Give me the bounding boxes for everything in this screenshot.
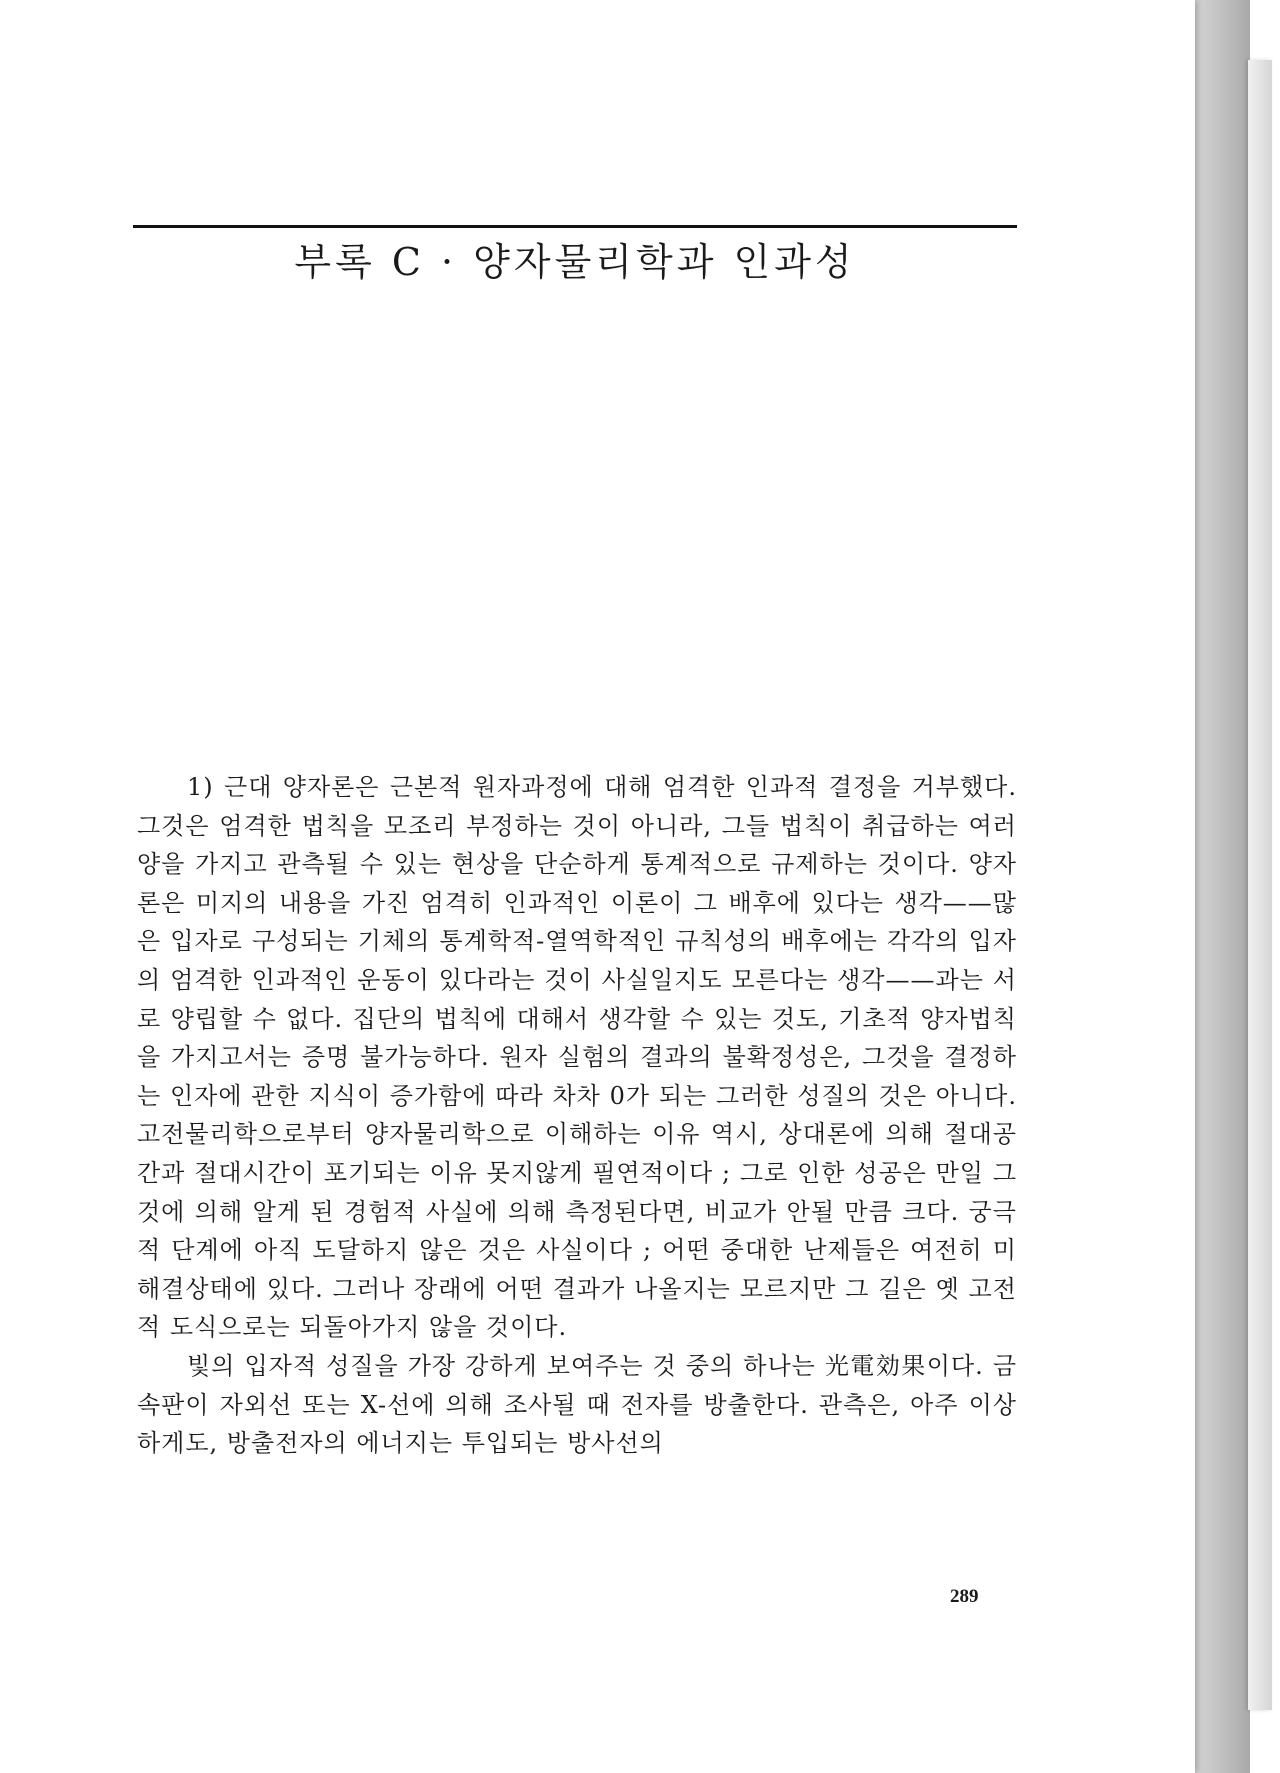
appendix-title: 부록 C · 양자물리학과 인과성 — [294, 240, 856, 284]
page-stack-edge — [1248, 60, 1272, 1710]
page-number: 289 — [950, 1586, 979, 1607]
title-rule — [133, 225, 1017, 228]
paragraph-2: 빛의 입자적 성질을 가장 강하게 보여주는 것 중의 하나는 光電効果이다. 금속판이 자외선 또는 X-선에 의해 조사될 때 전자를 방출한다. 관측은, 아주 이상하게도, 방출전자의 에너지는 투입되는 방사선의 — [137, 1351, 1017, 1458]
body-text — [137, 768, 1017, 1463]
paragraph-1: 1) 근대 양자론은 근본적 원자과정에 대해 엄격한 인과적 결정을 거부했다. 그것은 엄격한 법칙을 모조리 부정하는 것이 아니라, 그들 법칙이 취급하는 여러 양을 가지고 관측될 수 있는 현상을 단순하게 통계적으로 규제하는 것이다. 양자론은 미지의 내용을 가진 엄격히 인과적인 이론이 그 배후에 있다는 생각——많은 입자로 구성되는 기체의 통계학적-열역학적인 규칙성의 배후에는 각각의 입자의 엄격한 인과적인 운동이 있다라는 것이 사실일지도 모른다는 생각——과는 서로 양립할 수 없다. 집단의 법칙에 대해서 생각할 수 있는 것도, 기초적 양자법칙을 가지고서는 증명 불가능하다. 원자 실험의 결과의 불확정성은, 그것을 결정하는 인자에 관한 지식이 증가함에 따라 차차 0가 되는 그러한 성질의 것은 아니다. 고전물리학으로부터 양자물리학으로 이해하는 이유 역시, 상대론에 의해 절대공간과 절대시간이 포기되는 이유 못지않게 필연적이다 ; 그로 인한 성공은 만일 그것에 의해 알게 된 경험적 사실에 의해 측정된다면, 비교가 안될 만큼 크다. 궁극적 단계에 아직 도달하지 않은 것은 사실이다 ; 어떤 중대한 난제들은 여전히 미해결상태에 있다. 그러나 장래에 어떤 결과가 나올지는 모르지만 그 길은 옛 고전적 도식으로는 되돌아가지 않을 것이다. — [137, 773, 1017, 1342]
page-stack-shadow — [1190, 0, 1250, 1773]
